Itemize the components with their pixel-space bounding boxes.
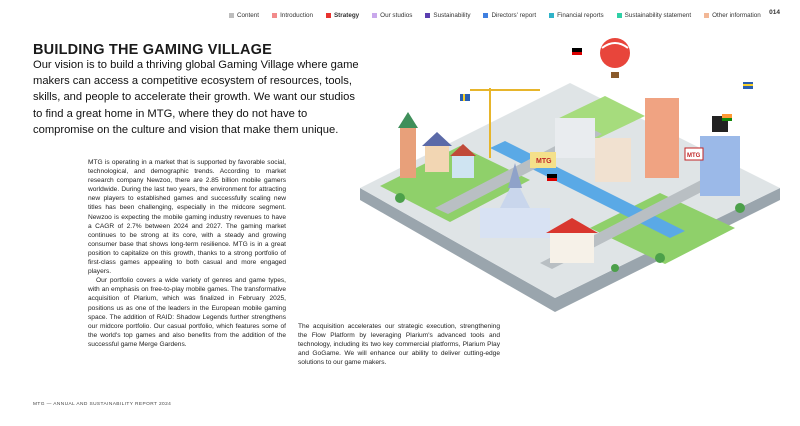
nav-item-introduction[interactable] — [272, 12, 313, 19]
gaming-village-illustration — [340, 28, 800, 328]
nav-item-other-information[interactable] — [704, 12, 761, 19]
nav-item-label: Other information — [712, 11, 761, 19]
house — [425, 146, 449, 172]
body-paragraph: MTG is operating in a market that is supported by favorable social, technological, and demographic trends. According to market research company Newzoo, there are 2.85 billion mobile gamers worldwide. During the last two years, the environment for attracting new players to established games and successfully scaling new titles has been challenging, especially in the midcore segment. Newzoo is expecting the mobile gaming industry revenues to have a CAGR of 2.7% between 2024 and 2027. The gaming market continues to be strong at its core, with a steady and growing consumer base that shows long-term resilience. MTG is in a great position to capitalize on this growth, thanks to a strong portfolio of first-class games appealing to both casual and more engaged players. — [88, 159, 286, 276]
tower-roof — [398, 112, 418, 128]
house — [550, 233, 594, 263]
nav-color-swatch — [372, 13, 377, 18]
nav-color-swatch — [617, 13, 622, 18]
page-title: BUILDING THE GAMING VILLAGE — [33, 42, 273, 58]
nav-color-swatch — [272, 13, 277, 18]
nav-color-swatch — [483, 13, 488, 18]
nav-item-label: Sustainability statement — [624, 11, 692, 19]
nav-item-label: Financial reports — [557, 11, 604, 19]
nav-item-directors-report[interactable] — [483, 12, 536, 19]
nav-item-strategy[interactable] — [326, 12, 359, 19]
tower-building — [400, 128, 416, 178]
nav-color-swatch — [549, 13, 554, 18]
castle-wall — [480, 208, 550, 238]
nav-item-sustainability[interactable] — [425, 12, 470, 19]
office-building — [555, 118, 595, 158]
nav-item-label: Content — [237, 11, 260, 19]
nav-color-swatch — [425, 13, 430, 18]
kiosk-sign: MTG — [687, 153, 701, 159]
tree — [395, 193, 405, 203]
nav-item-financial-reports[interactable] — [549, 12, 604, 19]
nav-item-content[interactable] — [229, 12, 259, 19]
nav-item-label: Introduction — [280, 11, 313, 19]
nav-item-label: Our studios — [380, 11, 413, 19]
house-roof — [422, 132, 452, 146]
page-number: 014 — [769, 9, 780, 16]
nav-color-swatch — [704, 13, 709, 18]
body-paragraph: Our portfolio covers a wide variety of genres and game types, with an emphasis on free-to-play mobile games. The transformative acquisition of Plarium, which was finalized in February 2025, positions us as one of the leaders in the European mobile gaming space. The addition of RAID: Shadow Legends further strengthens our midcore portfolio. Our casual portfolio, which features some of the world's top games and also benefits from the addition of the successful game Merge Gardens. — [88, 277, 286, 348]
intro-paragraph: Our vision is to build a thriving global Gaming Village where game makers can access a competitive ecosystem of resources, tools, skills, and people to accelerate their growth. We want our studios to find a great home in MTG, where they do not have to compromise on the culture and vision that make them unique. — [33, 59, 359, 136]
shop-sign: MTG — [536, 158, 552, 165]
tall-building — [700, 136, 740, 196]
nav-item-label: Sustainability — [433, 11, 471, 19]
tree — [735, 203, 745, 213]
nav-item-label: Strategy — [333, 11, 360, 19]
tree — [611, 264, 619, 272]
tall-building — [645, 98, 679, 178]
nav-color-swatch — [326, 13, 331, 18]
tree — [655, 253, 665, 263]
nav-item-our-studios[interactable] — [372, 12, 412, 19]
body-column-right — [298, 322, 500, 367]
balloon-basket — [611, 72, 619, 78]
nav-item-label: Directors' report — [491, 11, 537, 19]
body-column-left — [88, 158, 286, 349]
page-footer: MTG — ANNUAL AND SUSTAINABILITY REPORT 2024 — [33, 402, 172, 407]
nav-color-swatch — [229, 13, 234, 18]
nav-item-sustainability-statement[interactable] — [617, 12, 692, 19]
house — [452, 156, 474, 178]
section-nav — [229, 9, 790, 21]
office-building — [595, 138, 631, 182]
body-paragraph: The acquisition accelerates our strategic execution, strengthening the Flow Platform by leveraging Plarium's advanced tools and technology, including its two key commercial platforms, Plarium Play and GoGame. We will enhance our ability to deliver cutting-edge solutions to our game makers. — [298, 323, 500, 367]
